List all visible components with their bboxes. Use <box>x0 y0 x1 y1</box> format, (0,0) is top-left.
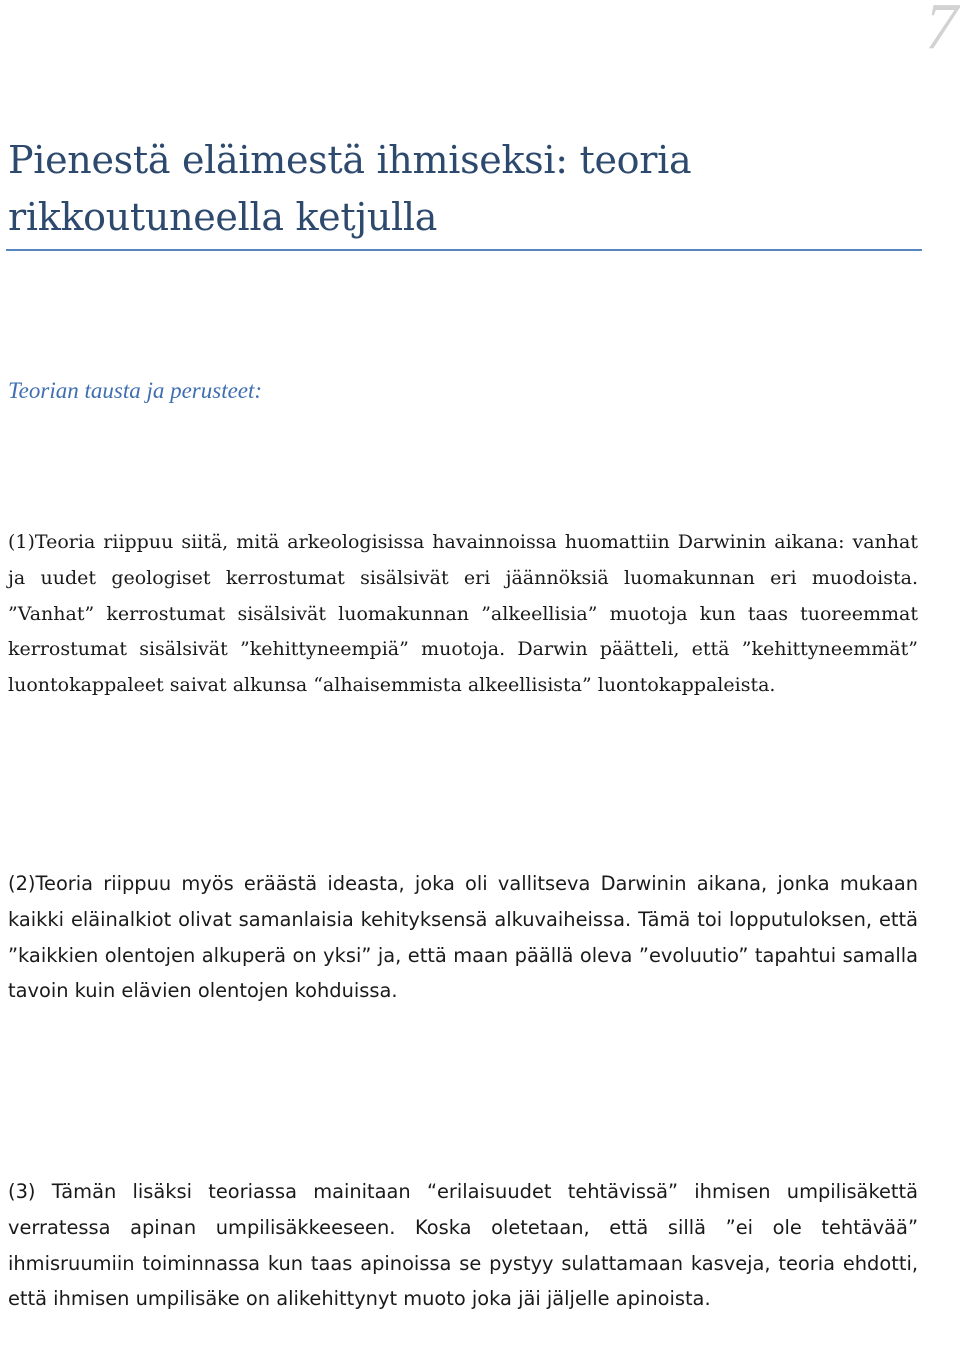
paragraph-1: (1)Teoria riippuu siitä, mitä arkeologisissa havainnoissa huomattiin Darwinin aikana: vanhat ja uudet geologiset kerrostumat sisälsivät eri jäännöksiä luomakunnan eri muodoista. ”Vanhat” kerrostumat sisälsivät luomakunnan ”alkeellisia” muotoja kun taas tuoreemmat kerrostumat sisälsivät ”kehittyneempiä” muotoja. Darwin päätteli, että ”kehittyneemmät” luontokappaleet saivat alkunsa “alhaisemmista alkeellisista” luontokappaleista. <box>8 531 918 697</box>
paragraph-2: (2)Teoria riippuu myös eräästä ideasta, joka oli vallitseva Darwinin aikana, jonka mukaan kaikki eläinalkiot olivat samanlaisia kehityksensä alkuvaiheissa. Tämä toi lopputuloksen, että ”kaikkien olentojen alkuperä on yksi” ja, että maan päällä oleva ”evoluutio” tapahtui samalla tavoin kuin elävien olentojen kohduissa. <box>8 872 918 1003</box>
page-number: 7 <box>925 0 958 63</box>
title-divider <box>6 249 922 251</box>
section-subheading: Teorian tausta ja perusteet: <box>8 378 263 403</box>
paragraph-3: (3) Tämän lisäksi teoriassa mainitaan “erilaisuudet tehtävissä” ihmisen umpilisäkettä verratessa apinan umpilisäkkeeseen. Koska oletetaan, että sillä ”ei ole tehtävää” ihmisruumiin toiminnassa kun taas apinoissa se pystyy sulattamaan kasveja, teoria ehdotti, että ihmisen umpilisäke on alikehittynyt muoto joka jäi jäljelle apinoista. <box>8 1180 918 1311</box>
page-title: Pienestä eläimestä ihmiseksi: teoria rikkoutuneella ketjulla <box>8 138 692 239</box>
